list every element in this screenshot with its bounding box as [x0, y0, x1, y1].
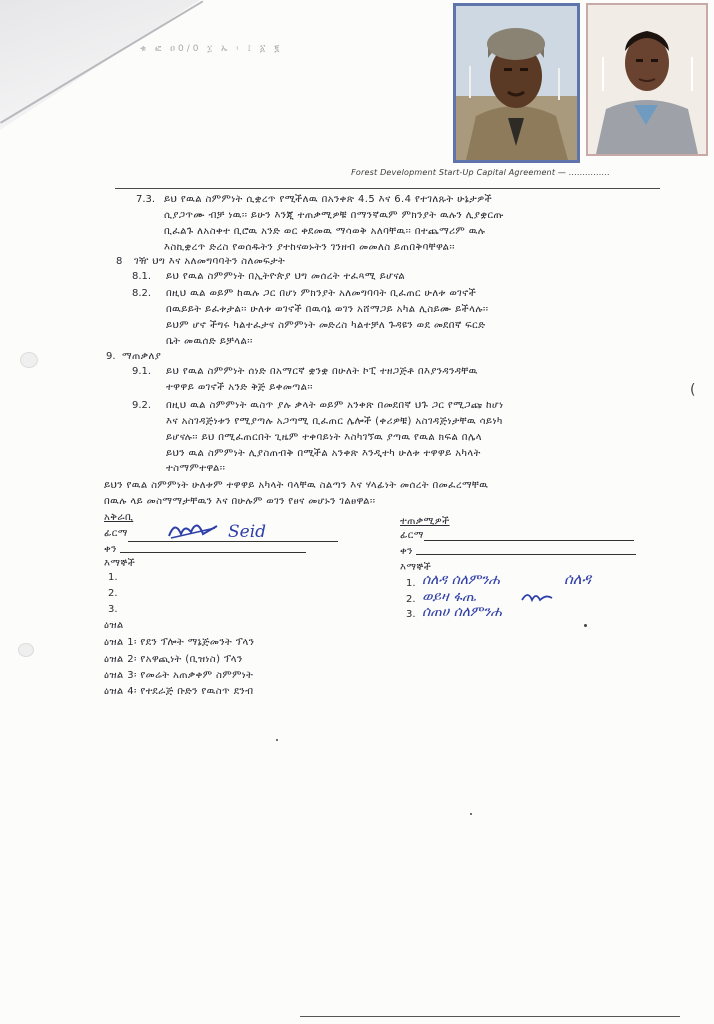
- provider-witness-2: 2.: [108, 588, 118, 599]
- punch-hole-mark-lower: [18, 643, 34, 657]
- beneficiary-witness-2-scribble: [520, 588, 554, 606]
- beneficiaries-witness-heading: እማኞች: [400, 562, 432, 573]
- provider-handwritten-signature: Seid: [228, 522, 267, 542]
- clause-9-1-line-1: ይህ የዉል ስምምነት ሰነድ በአማርኛ ቋንቋ በሁለት ኮፒ ተዘጋጅቶ በእያንዳንዳቸዉ: [166, 366, 478, 377]
- clause-7-3-line-1: ይህ የዉል ስምምነት ሲቋረጥ የሚችለዉ በአንቀጽ 4.5 እና 6.4 የተገለጹት ሁኔታዎች: [164, 194, 493, 205]
- clause-8-2-line-4: ቤት መዉሰድ ይቻላል፡፡: [166, 336, 253, 347]
- clause-8-1-line-1: ይህ የዉል ስምምነት በኢትዮጵያ ህግ መሰረት ተፈጻሚ ይሆናል: [166, 271, 406, 282]
- clause-7-3-line-3: ቢፈልጉ ለአስቀተ ቢሮዉ አንድ ወር ቀደመዉ ማሳወቅ አለባቸዉ፡፡ በተጨማሪም ዉሉ: [164, 226, 486, 237]
- beneficiary-witness-2-number: 2.: [406, 594, 416, 605]
- closing-line-1: ይህን የዉል ስምምነት ሁለቱም ተዋዋይ አካላት ባላቸዉ ስልጣን እና ሃላፊነት መሰረት በመፈረማቸዉ: [104, 480, 489, 491]
- closing-line-2: በዉሉ ላይ መስማማታቸዉን እና በሁሉም ወገን የፀና መሆኑን ገልፀዋል፡፡: [104, 496, 376, 507]
- beneficiary-witness-1-name: ሰለዳ ሰለምንሐ: [422, 572, 500, 588]
- provider-date-label: ቀን: [104, 544, 117, 555]
- beneficiaries-date-label: ቀን: [400, 546, 413, 557]
- clause-8-2-line-3: ይህም ሆኖ ችግሩ ካልተፈታና ስምምነት መድረስ ካልተቻለ ጉዳዩን ወደ መደበኛ ፍርድ: [166, 320, 486, 331]
- clause-9-1-line-2: ተዋዋይ ወገኖች አንድ ቅጅ ይቀመጣል፡፡: [166, 382, 313, 393]
- section-8-number: 8: [116, 256, 123, 267]
- provider-scribble-signature: [165, 516, 221, 542]
- bottom-rule: [300, 1016, 680, 1017]
- beneficiary-witness-1-number: 1.: [406, 578, 416, 589]
- speck-mark-2: [470, 813, 472, 815]
- clause-8-2-number: 8.2.: [132, 288, 152, 299]
- annex-item-1: ዕዝል 1፡ የደን ፕሎት ማኔጅመንት ፕላን: [104, 637, 255, 648]
- beneficiary-witness-2-name: ወይዛ ፋጤ: [422, 589, 476, 605]
- annex-heading: ዕዝል: [104, 620, 124, 631]
- annex-item-2: ዕዝል 2፡ የአዋጪነት (ቢዝነስ) ፕላን: [104, 654, 243, 665]
- section-8-title: ገዥ ህግ እና አለመግባባትን ስለመፍታት: [134, 256, 286, 267]
- beneficiary-witness-1-signature: ሰለዳ: [564, 570, 591, 588]
- faint-reference-text: ቁ ፎ ዐ0/0 ፲ ኡ ፡ ፤ ፩ ፪: [140, 44, 283, 54]
- provider-witness-heading: እማኞች: [104, 558, 136, 569]
- clause-8-2-line-2: በዉይይት ይፈቱታል፡፡ ሁለቱ ወገኖች በዉሳኔ ወገን አሸማጋይ አካል ሊስይሙ ይችላሉ፡፡: [166, 304, 489, 315]
- annex-item-3: ዕዝል 3፡ የመሬት አጠቃቀም ስምምነት: [104, 670, 254, 681]
- provider-witness-1: 1.: [108, 572, 118, 583]
- clause-7-3-number: 7.3.: [136, 194, 156, 205]
- clause-9-2-line-4: ይህን ዉል ስምምነት ሊያስጠብቅ በሚችል አንቀጽ እንዲተካ ሁለቱ ተዋዋይ አካላት: [166, 448, 481, 459]
- clause-9-2-number: 9.2.: [132, 400, 152, 411]
- clause-7-3-line-2: ሲያጋጥሙ ብቻ ነዉ፡፡ ይሁን እንጂ ተጠቃሚዎቹ በማንኛዉም ምክንያት ዉሉን ሊያቋርጡ: [164, 210, 504, 221]
- section-9-title: ማጠቃለያ: [122, 351, 162, 362]
- beneficiaries-heading: ተጠቃሚዎች: [400, 516, 450, 527]
- speck-mark: [276, 739, 278, 741]
- beneficiaries-sign-line: [424, 540, 634, 541]
- clause-9-1-number: 9.1.: [132, 366, 152, 377]
- annex-item-4: ዕዝል 4፡ የተደራጅ ቡድን የዉስጥ ደንብ: [104, 686, 254, 697]
- clause-9-2-line-2: እና አስገዳጅነቱን የሚያጣሉ አጋጣሚ ቢፈጠር ሌሎች (ቀሪዎቹ) አስገዳጅነታቸዉ ሳይነካ: [166, 416, 503, 427]
- clause-8-1-number: 8.1.: [132, 271, 152, 282]
- margin-bracket-mark: (: [690, 382, 696, 398]
- clause-9-2-line-1: በዚህ ዉል ስምምነት ዉስጥ ያሉ ቃላት ወይም አንቀጽ በመደበኛ ህጉ ጋር የሚጋጩ ከሆነ: [166, 400, 504, 411]
- clause-9-2-line-5: ተስማምተዋል፡፡: [166, 463, 226, 474]
- beneficiary-witness-3-number: 3.: [406, 609, 416, 620]
- provider-sign-label: ፊርማ: [104, 528, 128, 539]
- clause-7-3-line-4: እስኪቋረጥ ድረስ የወሰዱትን ያተከናወኑትን ገንዘብ መመለስ ይጠበቅባቸዋል፡፡: [164, 242, 455, 253]
- provider-witness-3: 3.: [108, 604, 118, 615]
- provider-heading: አቅራቢ: [104, 512, 134, 523]
- section-9-number: 9.: [106, 351, 116, 362]
- punch-hole-mark: [20, 352, 38, 368]
- beneficiaries-sign-label: ፊርማ: [400, 530, 424, 541]
- provider-date-line: [120, 552, 306, 553]
- handwritten-dot: [584, 624, 587, 627]
- clause-9-2-line-3: ይሆናሉ፡፡ ይህ በሚፈጠርበት ጊዜም ተቀባይነት እስካገኘዉ ያጣዉ የዉል ክፍል በሌላ: [166, 432, 482, 443]
- running-header-title: Forest Development Start-Up Capital Agreement — ...............: [351, 168, 610, 177]
- beneficiaries-date-line: [416, 554, 636, 555]
- beneficiary-witness-3-name: ሰጠሀ ሰለምንሐ: [422, 604, 502, 620]
- clause-8-2-line-1: በዚህ ዉል ወይም ከዉሉ ጋር በሆነ ምክንያት አለመግባባት ቢፈጠር ሁለቱ ወገኖች: [166, 288, 477, 299]
